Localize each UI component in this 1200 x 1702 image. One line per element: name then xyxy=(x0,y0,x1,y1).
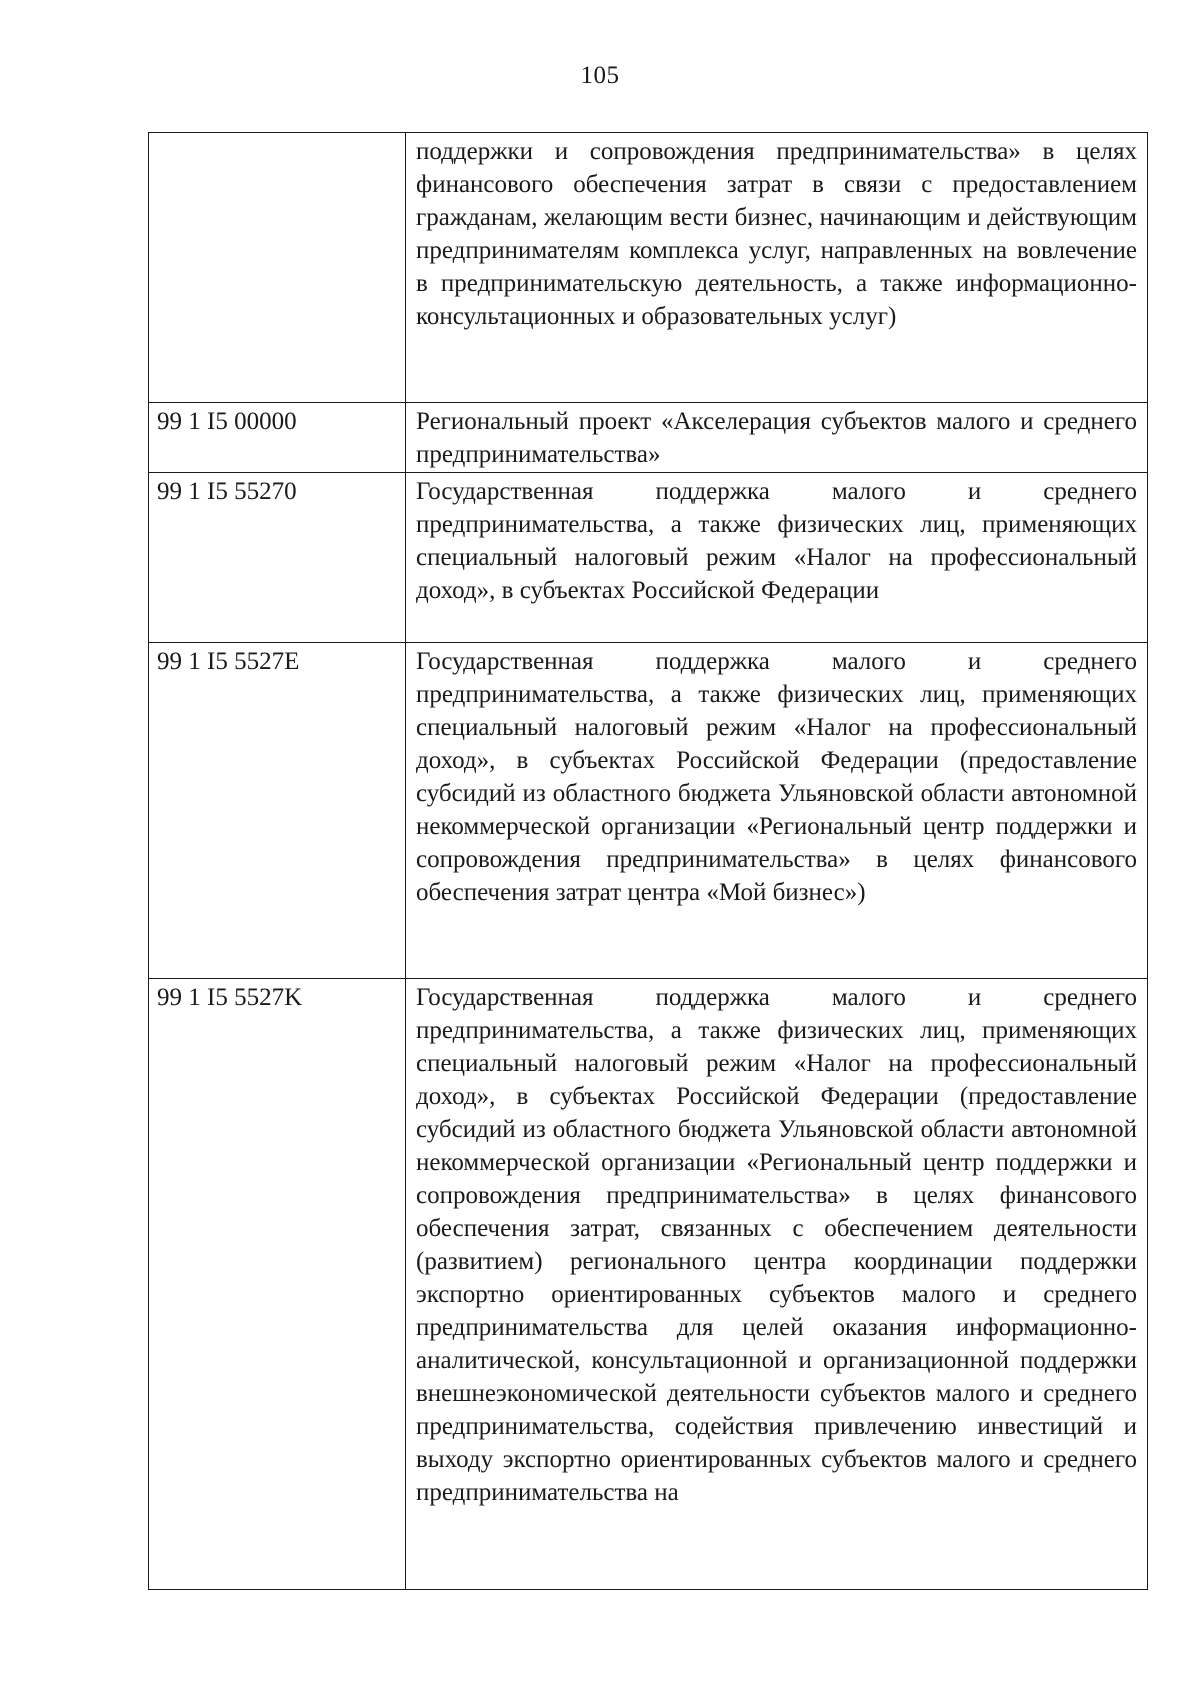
classification-code: 99 1 I5 5527K xyxy=(149,979,406,1590)
classification-description: Государственная поддержка малого и среднего предпринимательства, а также физических лиц, применяющих специальный налоговый режим «Налог на профессиональный доход», в субъектах Российской Федерации (предоставление субсидий из областного бюджета Ульяновской области автономной некоммерческой организации «Региональный центр поддержки и сопровождения предпринимательства» в целях финансового обеспечения затрат, связанных с обеспечением деятельности (развитием) регионального центра координации поддержки экспортно ориентированных субъектов малого и среднего предпринимательства для целей оказания информационно-аналитической, консультационной и организационной поддержки внешнеэкономической деятельности субъектов малого и среднего предпринимательства, содействия привлечению инвестиций и выходу экспортно ориентированных субъектов малого и среднего предпринимательства на xyxy=(406,979,1148,1590)
classification-description: Государственная поддержка малого и среднего предпринимательства, а также физических лиц, применяющих специальный налоговый режим «Налог на профессиональный доход», в субъектах Российской Федерации xyxy=(406,473,1148,643)
budget-classification-table xyxy=(148,132,1148,1590)
classification-code: 99 1 I5 00000 xyxy=(149,403,406,473)
table-row xyxy=(149,979,1148,1590)
classification-description: Государственная поддержка малого и среднего предпринимательства, а также физических лиц, применяющих специальный налоговый режим «Налог на профессиональный доход», в субъектах Российской Федерации (предоставление субсидий из областного бюджета Ульяновской области автономной некоммерческой организации «Региональный центр поддержки и сопровождения предпринимательства» в целях финансового обеспечения затрат центра «Мой бизнес») xyxy=(406,643,1148,979)
classification-code xyxy=(149,133,406,403)
classification-description: поддержки и сопровождения предпринимательства» в целях финансового обеспечения затрат в связи с предоставлением гражданам, желающим вести бизнес, начинающим и действующим предпринимателям комплекса услуг, направленных на вовлечение в предпринимательскую деятельность, а также информационно-консультационных и образовательных услуг) xyxy=(406,133,1148,403)
classification-description: Региональный проект «Акселерация субъектов малого и среднего предпринимательства» xyxy=(406,403,1148,473)
table-row xyxy=(149,133,1148,403)
table-row xyxy=(149,473,1148,643)
table-row xyxy=(149,403,1148,473)
page-number: 105 xyxy=(580,62,620,89)
classification-code: 99 1 I5 55270 xyxy=(149,473,406,643)
table-row xyxy=(149,643,1148,979)
classification-code: 99 1 I5 5527E xyxy=(149,643,406,979)
